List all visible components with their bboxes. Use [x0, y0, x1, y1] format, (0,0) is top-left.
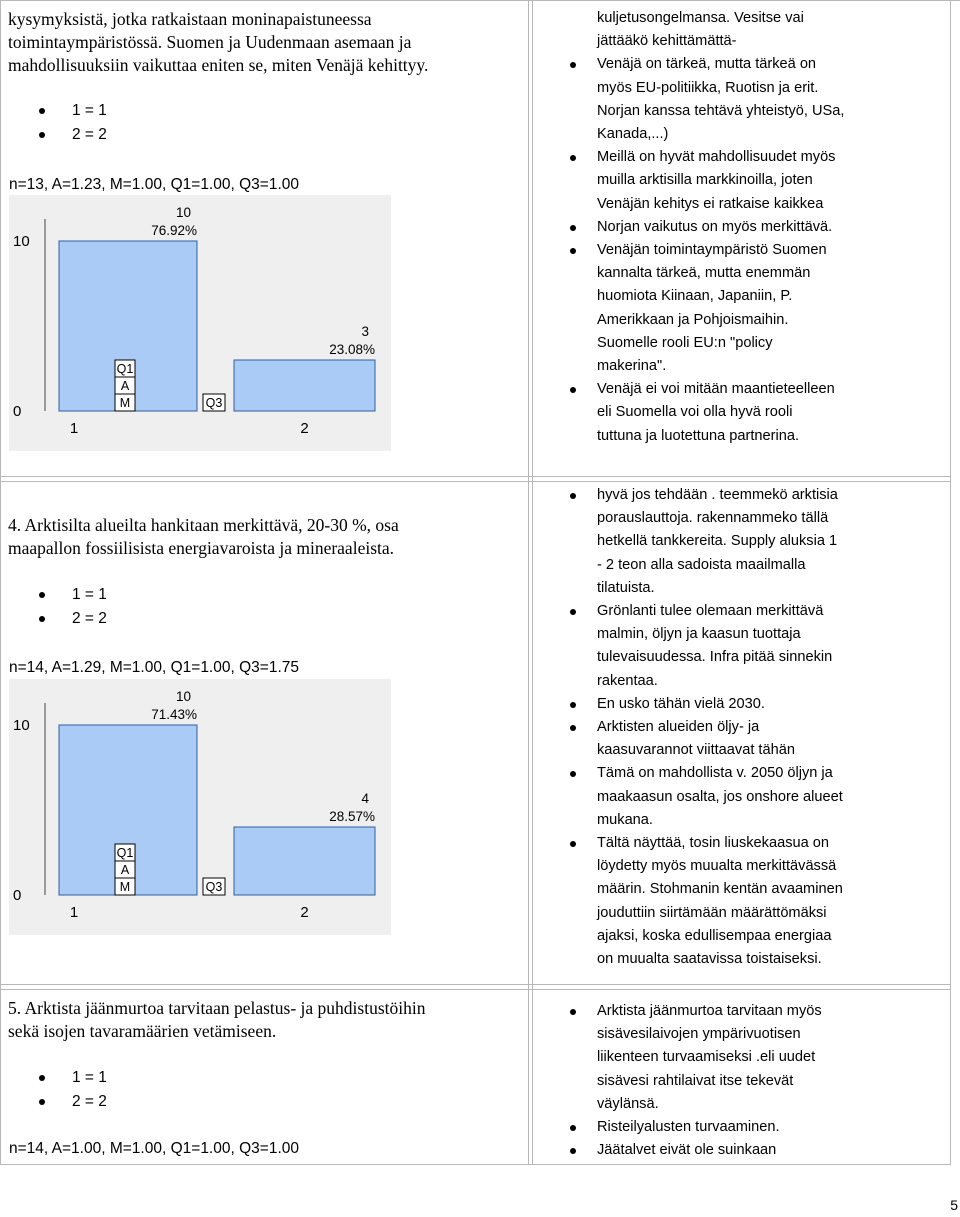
y-tick-label: 0 — [13, 403, 22, 420]
comment-item — [597, 1000, 893, 1116]
comment-item — [597, 1139, 893, 1162]
column-divider-left — [528, 0, 529, 1165]
marker-label: Q3 — [205, 880, 223, 894]
comment-item — [597, 693, 893, 716]
bar-percent-label: 28.57% — [329, 809, 375, 824]
comment-item — [597, 1116, 893, 1139]
page-number: 5 — [950, 1197, 958, 1213]
marker-label: Q3 — [205, 396, 223, 410]
bar-count-label: 10 — [175, 205, 191, 220]
bar — [234, 827, 375, 895]
comment-line: on muualta saatavissa toistaiseksi. — [597, 951, 822, 968]
statistics-line: n=13, A=1.23, M=1.00, Q1=1.00, Q3=1.00 — [9, 176, 299, 193]
comment-line: tilatuista. — [597, 579, 655, 596]
comment-line: huomiota Kiinaan, Japaniin, P. — [597, 288, 793, 305]
comment-list — [597, 1000, 893, 1162]
question-cell-5 — [1, 990, 528, 1164]
comment-line: Grönlanti tulee olemaan merkittävä — [597, 603, 824, 620]
question-line: 5. Arktista jäänmurtoa tarvitaan pelastus- ja puhdistustöihin — [8, 998, 426, 1018]
comment-list — [597, 484, 893, 971]
comment-line: hetkellä tankkereita. Supply aluksia 1 — [597, 533, 838, 550]
answer-option: 1 = 1 — [39, 99, 107, 123]
comment-line: Kanada,...) — [597, 126, 669, 143]
comment-line: tuttuna ja luotettuna partnerina. — [597, 427, 800, 444]
answer-options — [39, 99, 107, 146]
bar-percent-label: 71.43% — [151, 707, 197, 722]
comment-line: kuljetusongelmansa. Vesitse vai — [597, 10, 804, 26]
comment-line: maakaasun osalta, jos onshore alueet — [597, 788, 843, 805]
comment-line: väylänsä. — [597, 1095, 659, 1112]
comment-line: Norjan vaikutus on myös merkittävä. — [597, 218, 833, 235]
question-line: sekä isojen tavaramäärien vetämiseen. — [8, 1021, 277, 1041]
comment-line: Venäjän toimintaympäristö Suomen — [597, 242, 827, 259]
comment-line: - 2 teon alla sadoista maailmalla — [597, 556, 806, 573]
marker-label: A — [120, 863, 130, 877]
comment-item — [597, 216, 893, 239]
comment-line: tulevaisuudessa. Infra pitää sinnekin — [597, 649, 833, 666]
marker-label: A — [120, 379, 130, 393]
statistics-line: n=14, A=1.00, M=1.00, Q1=1.00, Q3=1.00 — [9, 1140, 299, 1157]
answer-options — [39, 1066, 107, 1113]
comment-line: Venäjä ei voi mitään maantieteelleen — [597, 381, 835, 398]
comment-item — [597, 239, 893, 378]
comment-line: Risteilyalusten turvaaminen. — [597, 1119, 780, 1136]
bar-percent-label: 76.92% — [151, 223, 197, 238]
question-text — [8, 997, 426, 1043]
comment-line: kaasuvarannot viittaavat tähän — [597, 742, 795, 759]
marker-label: Q1 — [116, 846, 134, 860]
question-text — [8, 514, 399, 560]
comment-item — [597, 53, 893, 146]
comment-line: Tältä näyttää, tosin liuskekaasua on — [597, 835, 830, 852]
comment-line: sisävesi rahtilaivat itse tekevät — [597, 1072, 794, 1089]
y-tick-label: 10 — [13, 233, 30, 250]
comment-line: Meillä on hyvät mahdollisuudet myös — [597, 149, 836, 166]
answer-option: 1 = 1 — [39, 583, 107, 607]
comment-line: sisävesilaivojen ympärivuotisen — [597, 1026, 801, 1043]
comment-line: jouduttiin siirtämään määrättömäksi — [597, 904, 827, 921]
answer-options — [39, 583, 107, 630]
comments-cell-4 — [533, 482, 950, 984]
table-border-bottom — [0, 1164, 951, 1165]
comment-line: porauslauttoja. rakennammeko tällä — [597, 510, 829, 527]
comment-line: myös EU-politiikka, Ruotisn ja erit. — [597, 79, 819, 96]
comment-line: jättääkö kehittämättä- — [597, 33, 737, 50]
question-line: 4. Arktisilta alueilta hankitaan merkittävä, 20-30 %, osa — [8, 515, 399, 535]
comment-item — [597, 762, 893, 832]
x-tick-label: 2 — [300, 904, 309, 921]
question-line: maapallon fossiilisista energiavaroista ja mineraaleista. — [8, 538, 395, 558]
row-divider-2a — [0, 984, 951, 985]
comment-line: rakentaa. — [597, 672, 658, 689]
comment-line: Norjan kanssa tehtävä yhteistyö, USa, — [597, 102, 845, 119]
marker-label: M — [119, 880, 131, 894]
comments-cell-5 — [533, 990, 950, 1164]
comment-line: löydetty myös muualta merkittävässä — [597, 858, 837, 875]
question-cell-3 — [1, 1, 528, 476]
comment-line: Tämä on mahdollista v. 2050 öljyn ja — [597, 765, 833, 782]
comment-line: En usko tähän vielä 2030. — [597, 695, 765, 712]
x-tick-label: 1 — [69, 904, 79, 921]
table-border-right — [950, 0, 951, 1165]
comment-line: hyvä jos tehdään . teemmekö arktisia — [597, 487, 838, 503]
comment-line: malmin, öljyn ja kaasun tuottaja — [597, 626, 801, 643]
question-text — [8, 8, 428, 77]
comments-cell-3 — [533, 1, 950, 476]
bar-count-label: 3 — [361, 324, 369, 339]
question-line: mahdollisuuksiin vaikuttaa eniten se, miten Venäjä kehittyy. — [8, 55, 429, 75]
comment-item — [597, 484, 893, 600]
comment-line: ajaksi, koska edullisempaa energiaa — [597, 927, 832, 944]
comment-line: eli Suomella voi olla hyvä rooli — [597, 404, 793, 421]
comment-line: Venäjän kehitys ei ratkaise kaikkea — [597, 195, 824, 212]
comment-item — [597, 600, 893, 693]
comment-line: Amerikkaan ja Pohjoismaihin. — [597, 311, 789, 328]
comment-list — [597, 7, 893, 448]
comment-item — [597, 7, 893, 53]
bar-percent-label: 23.08% — [329, 342, 375, 357]
comment-line: Suomelle rooli EU:n "policy — [597, 334, 773, 351]
bar-chart — [9, 679, 391, 935]
answer-option: 2 = 2 — [39, 607, 107, 631]
row-divider-1a — [0, 476, 951, 477]
comment-line: kannalta tärkeä, mutta enemmän — [597, 265, 811, 282]
bar-count-label: 4 — [361, 791, 369, 806]
comment-line: mukana. — [597, 811, 653, 828]
comment-line: Arktisten alueiden öljy- ja — [597, 719, 760, 736]
marker-label: M — [119, 396, 131, 410]
question-line: kysymyksistä, jotka ratkaistaan moninapaistuneessa — [8, 9, 372, 29]
bar-chart — [9, 195, 391, 451]
answer-option: 2 = 2 — [39, 123, 107, 147]
comment-line: määrin. Stohmanin kentän avaaminen — [597, 881, 843, 898]
comment-line: makerina". — [597, 358, 667, 375]
bar — [234, 360, 375, 411]
x-tick-label: 1 — [69, 420, 79, 437]
answer-option: 1 = 1 — [39, 1066, 107, 1090]
bar-count-label: 10 — [175, 689, 191, 704]
comment-line: Jäätalvet eivät ole suinkaan — [597, 1142, 777, 1159]
comment-item — [597, 146, 893, 216]
comment-line: liikenteen turvaamiseksi .eli uudet — [597, 1049, 816, 1066]
comment-line: Venäjä on tärkeä, mutta tärkeä on — [597, 56, 817, 73]
x-tick-label: 2 — [300, 420, 309, 437]
comment-item — [597, 378, 893, 448]
comment-line: muilla arktisilla markkinoilla, joten — [597, 172, 813, 189]
y-tick-label: 10 — [13, 717, 30, 734]
statistics-line: n=14, A=1.29, M=1.00, Q1=1.00, Q3=1.75 — [9, 659, 299, 676]
comment-line: Arktista jäänmurtoa tarvitaan myös — [597, 1003, 822, 1019]
question-line: toimintaympäristössä. Suomen ja Uudenmaan asemaan ja — [8, 32, 412, 52]
comment-item — [597, 832, 893, 971]
comment-item — [597, 716, 893, 762]
y-tick-label: 0 — [13, 887, 22, 904]
question-cell-4 — [1, 482, 528, 984]
answer-option: 2 = 2 — [39, 1090, 107, 1114]
marker-label: Q1 — [116, 362, 134, 376]
